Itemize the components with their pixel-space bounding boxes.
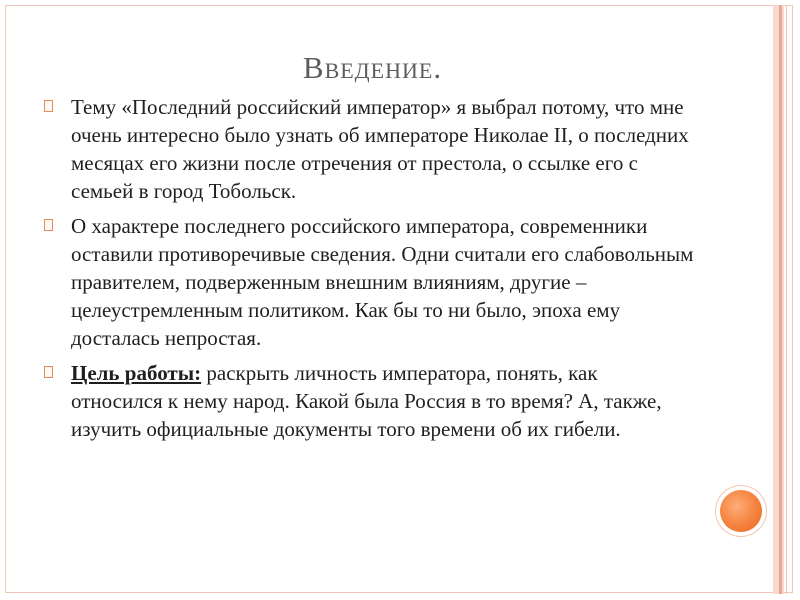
- bullet-text: Тему «Последний российский император» я выбрал потому, что мне очень интересно было узнать об императоре Николае II, о последних месяцах его жизни после отречения от престола, о ссылке его с семьей в город Тобольск.: [71, 95, 689, 203]
- bullet-item-goal: [44, 359, 694, 443]
- bullet-icon: [44, 366, 53, 378]
- bullet-item-character: [44, 212, 694, 352]
- bullet-icon: [44, 100, 53, 112]
- bullet-item-topic: [44, 93, 694, 205]
- slide-title: Введение.: [302, 50, 443, 85]
- decorative-side-line: [786, 5, 787, 594]
- decorative-side-bar-accent: [779, 5, 782, 594]
- bullet-icon: [44, 219, 53, 231]
- bullet-text: О характере последнего российского императора, современники оставили противоречивые сведения. Одни считали его слабовольным правителем, подверженным внешним влияниям, другие – целеустремленным политиком. Как бы то ни было, эпоха ему досталась непростая.: [71, 214, 694, 350]
- bullet-list: [44, 93, 694, 450]
- goal-label: Цель работы:: [71, 361, 202, 385]
- bullet-text: раскрыть личность императора, понять, как относился к нему народ. Какой была Россия в то время? А, также, изучить официальные документы того времени об их гибели.: [71, 361, 662, 441]
- decorative-circle-icon: [720, 490, 762, 532]
